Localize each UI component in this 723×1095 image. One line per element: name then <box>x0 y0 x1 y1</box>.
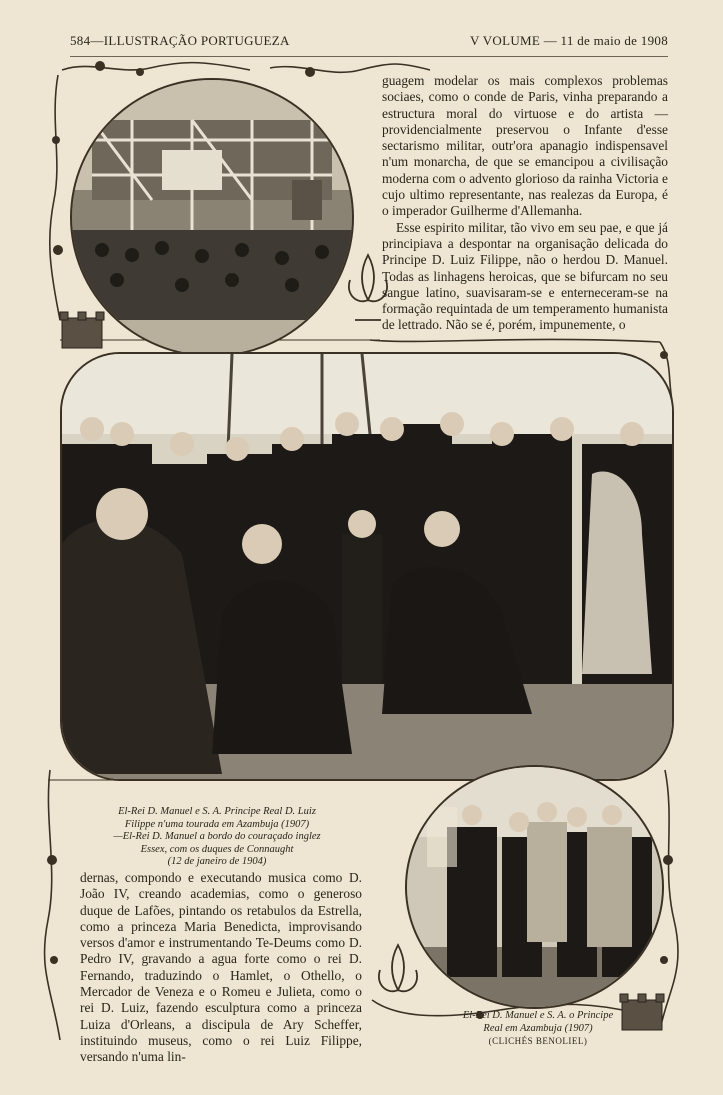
article-text-bottom <box>80 870 362 1066</box>
photo-bullfight-grandstand <box>70 78 354 357</box>
caption-left-line-2: Filippe n'uma tourada em Azambuja (1907) <box>124 818 310 830</box>
header-title: 584—ILLUSTRAÇÃO PORTUGUEZA <box>70 33 290 48</box>
caption-right-line-2: Real em Azambuja (1907) <box>483 1022 593 1034</box>
paragraph-2: Esse espirito militar, tão vivo em seu pae, e que já principiava a despontar na organisação delicada do Principe D. Luiz Filippe, não o herdou D. Manuel. Todas as linhagens heroicas, que se bifurcam no seu sangue latino, suavisaram-se e enterneceram-se na formação requintada de um temperamento humanista de lettrado. Não se é, porém, impunemente, o <box>382 219 668 333</box>
header-issue: V VOLUME — 11 de maio de 1908 <box>469 33 668 48</box>
caption-left <box>72 806 362 869</box>
caption-left-line-4: Essex, com os duques de Connaught <box>140 843 294 855</box>
photo-group-aboard-essex <box>60 352 674 781</box>
paragraph-3: dernas, compondo e executando musica como D. João IV, creando academias, como o generoso duque de Lafões, pintando os retabulos da Estrella, como a princeza Maria Benedicta, improvisando versos d'amor e instrumentando Te-Deums como D. Pedro IV, gravando a agua forte como o rei D. Fernando, traduzindo o Hamlet, o Othello, o Mercador de Veneza e o Romeu e Julieta, como o rei D. Luiz, fazendo esculptura como a princeza Luiza d'Orleans, a discipula de Ary Scheffer, instituindo museus, como o rei Luiz Filippe, versando n'uma lin- <box>80 870 362 1065</box>
photo-king-and-prince-azambuja <box>405 765 664 1009</box>
paragraph-1: guagem modelar os mais complexos problemas sociaes, como o conde de Paris, vinha preparando a estructura moral do virtuose e do artista — providencialmente preservou o Infante d'esse sectarismo militar, outr'ora apanagio indispensavel n'um monarcha, de que se emancipou a civilisação moderna com o advento glorioso da rainha Victoria e cujo ultimo representante, nas realezas da Europa, é o imperador Guilherme d'Allemanha. <box>382 73 668 219</box>
caption-right <box>408 1010 668 1048</box>
caption-left-line-5: (12 de janeiro de 1904) <box>167 856 267 867</box>
caption-left-line-1: El-Rei D. Manuel e S. A. Principe Real D. Luiz <box>118 806 316 817</box>
article-text-top <box>382 73 668 334</box>
caption-left-line-3: —El-Rei D. Manuel a bordo do couraçado inglez <box>113 831 321 842</box>
caption-right-line-1: El-Rei D. Manuel e S. A. o Principe <box>462 1010 614 1021</box>
photo-credit: (CLICHÉS BENOLIEL) <box>488 1036 588 1046</box>
